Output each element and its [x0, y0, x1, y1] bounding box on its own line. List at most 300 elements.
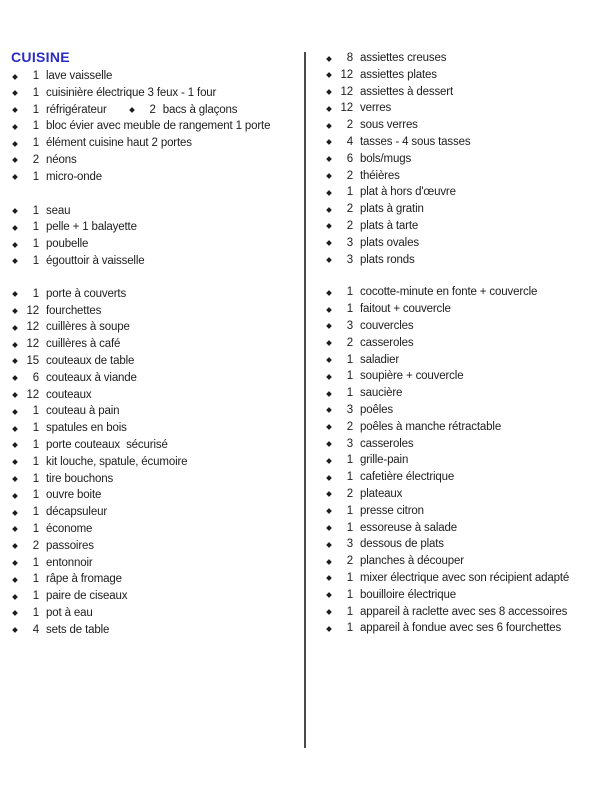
- list-item: [10, 118, 310, 135]
- item-qty: 1: [346, 454, 353, 467]
- list-entry: [10, 605, 93, 622]
- item-qty: 12: [340, 68, 353, 81]
- item-qty: 3: [346, 253, 353, 266]
- list-entry: [10, 236, 88, 253]
- list-entry: [10, 403, 119, 420]
- item-qty: 3: [346, 319, 353, 332]
- item-label: grille-pain: [360, 454, 409, 467]
- item-label: saucière: [360, 387, 403, 400]
- list-entry: [324, 385, 402, 402]
- item-label: couteaux à viande: [46, 371, 137, 384]
- item-label: entonnoir: [46, 556, 93, 569]
- bullet-icon: [12, 242, 18, 248]
- item-label: casseroles: [360, 336, 414, 349]
- bullet-icon: [326, 240, 332, 246]
- item-qty: 3: [346, 538, 353, 551]
- item-qty: 1: [32, 405, 39, 418]
- list-entry: [10, 538, 94, 555]
- item-qty: 1: [32, 506, 39, 519]
- list-item: [324, 352, 596, 369]
- bullet-icon: [12, 208, 18, 214]
- list-item: [324, 235, 596, 252]
- item-qty: 1: [32, 522, 39, 535]
- bullet-icon: [12, 342, 18, 348]
- item-label: planches à découper: [360, 555, 464, 568]
- list-item: [10, 420, 310, 437]
- bullet-icon: [326, 140, 332, 146]
- list-item: [324, 50, 596, 67]
- list-entry: [324, 67, 437, 84]
- item-label: faitout + couvercle: [360, 303, 451, 316]
- bullet-icon: [12, 107, 18, 113]
- item-qty: 12: [26, 388, 39, 401]
- item-qty: 12: [340, 85, 353, 98]
- item-label: spatules en bois: [46, 422, 127, 435]
- bullet-icon: [12, 459, 18, 465]
- list-item: [10, 370, 310, 387]
- list-item: [324, 536, 596, 553]
- item-label: cuillères à café: [46, 338, 121, 351]
- item-qty: 2: [346, 203, 353, 216]
- bullet-icon: [326, 525, 332, 531]
- list-item: [324, 252, 596, 269]
- item-qty: 15: [26, 354, 39, 367]
- list-item: [10, 219, 310, 236]
- bullet-icon: [326, 190, 332, 196]
- item-label: dessous de plats: [360, 538, 444, 551]
- item-qty: 1: [346, 588, 353, 601]
- bullet-icon: [326, 492, 332, 498]
- list-entry: [10, 286, 126, 303]
- item-qty: 1: [32, 238, 39, 251]
- item-qty: 1: [32, 455, 39, 468]
- item-label: bloc évier avec meuble de rangement 1 porte: [46, 120, 271, 133]
- list-entry: [324, 604, 567, 621]
- list-item: [10, 437, 310, 454]
- list-entry: [10, 353, 134, 370]
- list-entry: [324, 486, 402, 503]
- list-item: [324, 318, 596, 335]
- list-item: [324, 284, 596, 301]
- list-item: [324, 553, 596, 570]
- item-label: essoreuse à salade: [360, 521, 458, 534]
- item-qty: 1: [346, 605, 353, 618]
- list-entry: [324, 469, 454, 486]
- item-qty: 1: [32, 606, 39, 619]
- list-item: [324, 218, 596, 235]
- item-qty: 3: [346, 437, 353, 450]
- item-qty: 2: [346, 420, 353, 433]
- list-item: [10, 286, 310, 303]
- bullet-icon: [326, 592, 332, 598]
- item-qty: 1: [32, 472, 39, 485]
- item-qty: 1: [346, 186, 353, 199]
- item-label: tire bouchons: [46, 472, 114, 485]
- list-item: [10, 68, 310, 85]
- bullet-icon: [12, 158, 18, 164]
- item-label: bols/mugs: [360, 152, 412, 165]
- item-qty: 2: [346, 219, 353, 232]
- item-label: plats ronds: [360, 253, 415, 266]
- list-item: [10, 555, 310, 572]
- item-label: appareil à raclette avec ses 8 accessoires: [360, 605, 568, 618]
- list-entry: [324, 168, 400, 185]
- list-entry: [10, 319, 130, 336]
- bullet-icon: [326, 542, 332, 548]
- bullet-icon: [326, 626, 332, 632]
- list-entry: [10, 588, 127, 605]
- item-label: bacs à glaçons: [162, 103, 238, 116]
- list-entry: [10, 571, 122, 588]
- item-qty: 1: [32, 590, 39, 603]
- list-item: [324, 134, 596, 151]
- list-item: [324, 335, 596, 352]
- bullet-icon: [12, 90, 18, 96]
- list-item: [10, 588, 310, 605]
- bullet-icon: [326, 609, 332, 615]
- left-column: [10, 68, 310, 655]
- item-qty: 1: [32, 70, 39, 82]
- item-qty: 3: [346, 236, 353, 249]
- item-label: appareil à fondue avec ses 6 fourchettes: [360, 622, 562, 635]
- item-qty: 1: [32, 103, 39, 116]
- list-item: [10, 403, 310, 420]
- bullet-icon: [326, 290, 332, 296]
- item-label: cuisinière électrique 3 feux - 1 four: [46, 86, 217, 99]
- list-item: [324, 368, 596, 385]
- item-label: pelle + 1 balayette: [46, 221, 137, 234]
- item-label: micro-onde: [46, 170, 103, 183]
- item-qty: 1: [32, 287, 39, 300]
- list-entry: [10, 68, 112, 85]
- item-label: poêles à manche rétractable: [360, 420, 502, 433]
- list-entry: [324, 50, 446, 67]
- item-label: économe: [46, 522, 93, 535]
- list-entry: [324, 218, 418, 235]
- list-item: [324, 201, 596, 218]
- bullet-icon: [326, 374, 332, 380]
- list-entry: [324, 301, 451, 318]
- list-item: [10, 102, 310, 119]
- list-item: [324, 67, 596, 84]
- list-entry: [10, 169, 102, 186]
- bullet-icon: [326, 72, 332, 78]
- list-item: [324, 469, 596, 486]
- list-item: [10, 504, 310, 521]
- list-entry: [10, 521, 92, 538]
- item-label: plats à tarte: [360, 219, 419, 232]
- list-entry: [324, 452, 408, 469]
- list-entry: [324, 117, 418, 134]
- item-label: couteaux: [46, 388, 92, 401]
- item-label: poêles: [360, 403, 393, 416]
- list-item: [10, 319, 310, 336]
- list-section: [324, 284, 596, 637]
- list-item: [10, 622, 310, 639]
- list-item: [10, 253, 310, 270]
- item-label: kit louche, spatule, écumoire: [46, 455, 188, 468]
- list-item: [10, 203, 310, 220]
- item-label: poubelle: [46, 238, 89, 251]
- item-label: cocotte-minute en fonte + couvercle: [360, 286, 538, 299]
- bullet-icon: [326, 307, 332, 313]
- list-entry: [324, 184, 456, 201]
- item-label: couteaux de table: [46, 354, 135, 367]
- item-label: paire de ciseaux: [46, 590, 128, 603]
- bullet-icon: [326, 123, 332, 129]
- item-label: casseroles: [360, 437, 414, 450]
- item-label: seau: [46, 204, 71, 217]
- list-entry: [324, 436, 413, 453]
- page-title: CUISINE: [11, 49, 70, 65]
- bullet-icon: [12, 141, 18, 147]
- bullet-icon: [326, 207, 332, 213]
- list-entry: [324, 553, 464, 570]
- list-section: [324, 50, 596, 268]
- list-entry: [324, 284, 537, 301]
- bullet-icon: [326, 340, 332, 346]
- bullet-icon: [326, 357, 332, 363]
- list-entry: [10, 555, 93, 572]
- list-entry: [10, 118, 270, 135]
- list-item: [10, 135, 310, 152]
- item-qty: 1: [346, 521, 353, 534]
- item-qty: 3: [346, 403, 353, 416]
- list-entry: [324, 503, 424, 520]
- item-qty: 1: [346, 504, 353, 517]
- list-item: [10, 571, 310, 588]
- bullet-icon: [12, 308, 18, 314]
- list-entry: [324, 419, 501, 436]
- item-label: sous verres: [360, 119, 418, 132]
- list-entry: [324, 252, 415, 269]
- list-entry: [10, 471, 113, 488]
- item-label: râpe à fromage: [46, 573, 122, 586]
- item-qty: 2: [346, 169, 353, 182]
- list-entry: [10, 152, 77, 169]
- item-qty: 2: [32, 153, 39, 166]
- list-entry: [324, 134, 470, 151]
- list-entry: [324, 84, 453, 101]
- list-item: [10, 538, 310, 555]
- list-entry: [10, 102, 107, 119]
- bullet-icon: [12, 493, 18, 499]
- list-entry: [10, 336, 120, 353]
- item-label: pot à eau: [46, 606, 93, 619]
- list-item: [10, 471, 310, 488]
- list-entry: [324, 100, 391, 117]
- item-qty: 1: [346, 353, 353, 366]
- list-item: [10, 521, 310, 538]
- list-entry: [324, 620, 561, 637]
- item-qty: 1: [346, 571, 353, 584]
- list-entry: [10, 504, 107, 521]
- list-item: [10, 152, 310, 169]
- item-qty: 4: [32, 623, 39, 636]
- bullet-icon: [12, 510, 18, 516]
- item-qty: 2: [32, 539, 39, 552]
- item-qty: 1: [32, 120, 39, 133]
- list-entry: [324, 235, 419, 252]
- item-label: fourchettes: [46, 304, 102, 317]
- list-item: [324, 117, 596, 134]
- list-entry: [324, 402, 393, 419]
- item-label: élément cuisine haut 2 portes: [46, 137, 192, 150]
- list-entry: [10, 85, 216, 102]
- list-item: [324, 503, 596, 520]
- list-entry: [324, 201, 424, 218]
- item-qty: 1: [346, 387, 353, 400]
- item-qty: 6: [346, 152, 353, 165]
- item-qty: 1: [32, 254, 39, 267]
- bullet-icon: [326, 408, 332, 414]
- list-entry: [10, 420, 127, 437]
- item-label: cafetière électrique: [360, 471, 455, 484]
- item-qty: 1: [32, 204, 39, 217]
- item-label: assiettes plates: [360, 68, 437, 81]
- list-item: [324, 419, 596, 436]
- item-qty: 1: [32, 489, 39, 502]
- list-item: [10, 487, 310, 504]
- list-item: [324, 604, 596, 621]
- bullet-icon: [12, 409, 18, 415]
- list-item: [324, 84, 596, 101]
- list-item: [10, 387, 310, 404]
- bullet-icon: [12, 426, 18, 432]
- item-label: passoires: [46, 539, 94, 552]
- list-item: [324, 486, 596, 503]
- list-item: [10, 336, 310, 353]
- list-item: [324, 520, 596, 537]
- list-item: [324, 168, 596, 185]
- list-entry: [324, 587, 456, 604]
- bullet-icon: [12, 74, 18, 80]
- bullet-icon: [326, 508, 332, 514]
- list-item: [324, 402, 596, 419]
- list-entry: [10, 303, 101, 320]
- item-qty: 1: [32, 573, 39, 586]
- bullet-icon: [12, 124, 18, 130]
- list-item: [10, 454, 310, 471]
- item-qty: 2: [346, 487, 353, 500]
- bullet-icon: [12, 577, 18, 583]
- item-label: ouvre boite: [46, 489, 102, 502]
- list-entry: [10, 219, 137, 236]
- bullet-icon: [326, 106, 332, 112]
- list-item: [324, 385, 596, 402]
- item-qty: 2: [346, 336, 353, 349]
- item-label: assiettes à dessert: [360, 85, 454, 98]
- item-qty: 2: [149, 103, 156, 116]
- bullet-icon: [12, 527, 18, 533]
- item-qty: 1: [32, 170, 39, 183]
- bullet-icon: [12, 443, 18, 449]
- bullet-icon: [12, 476, 18, 482]
- item-label: théières: [360, 169, 400, 182]
- bullet-icon: [12, 359, 18, 365]
- item-label: porte à couverts: [46, 287, 127, 300]
- item-qty: 6: [32, 371, 39, 384]
- list-entry: [324, 368, 463, 385]
- list-entry: [10, 454, 187, 471]
- bullet-icon: [326, 224, 332, 230]
- item-qty: 1: [32, 137, 39, 150]
- list-item: [324, 452, 596, 469]
- list-section: [10, 286, 310, 639]
- list-entry: [10, 253, 145, 270]
- item-label: néons: [46, 153, 77, 166]
- bullet-icon: [326, 56, 332, 62]
- item-qty: 1: [346, 471, 353, 484]
- item-label: mixer électrique avec son récipient adapté: [360, 571, 570, 584]
- item-label: porte couteaux sécurisé: [46, 438, 168, 451]
- list-item: [10, 85, 310, 102]
- bullet-icon: [129, 107, 135, 113]
- bullet-icon: [326, 324, 332, 330]
- item-qty: 8: [346, 52, 353, 64]
- list-entry: [10, 203, 70, 220]
- bullet-icon: [12, 225, 18, 231]
- bullet-icon: [326, 89, 332, 95]
- bullet-icon: [12, 627, 18, 633]
- item-label: tasses - 4 sous tasses: [360, 135, 471, 148]
- item-qty: 1: [32, 438, 39, 451]
- bullet-icon: [12, 325, 18, 331]
- inline-list-entry: [127, 102, 238, 119]
- bullet-icon: [12, 259, 18, 265]
- bullet-icon: [326, 173, 332, 179]
- list-item: [324, 151, 596, 168]
- list-entry: [10, 437, 168, 454]
- bullet-icon: [12, 375, 18, 381]
- item-label: cuillères à soupe: [46, 321, 130, 334]
- item-qty: 1: [346, 286, 353, 299]
- item-label: plat à hors d'œuvre: [360, 186, 456, 199]
- list-entry: [324, 151, 411, 168]
- item-label: soupière + couvercle: [360, 370, 464, 383]
- bullet-icon: [326, 576, 332, 582]
- list-entry: [324, 352, 399, 369]
- list-entry: [10, 387, 91, 404]
- item-label: couteau à pain: [46, 405, 120, 418]
- list-section: [10, 68, 310, 186]
- list-entry: [324, 570, 569, 587]
- item-qty: 1: [32, 86, 39, 99]
- item-label: décapsuleur: [46, 506, 108, 519]
- item-label: plats ovales: [360, 236, 419, 249]
- list-item: [10, 236, 310, 253]
- list-item: [324, 570, 596, 587]
- bullet-icon: [12, 560, 18, 566]
- item-label: couvercles: [360, 319, 414, 332]
- item-qty: 12: [340, 102, 353, 115]
- item-qty: 12: [26, 338, 39, 351]
- item-label: presse citron: [360, 504, 424, 517]
- list-entry: [324, 318, 413, 335]
- item-qty: 1: [32, 422, 39, 435]
- bullet-icon: [326, 441, 332, 447]
- list-item: [324, 436, 596, 453]
- list-item: [10, 303, 310, 320]
- item-label: lave vaisselle: [46, 70, 113, 82]
- right-column: [324, 50, 596, 653]
- item-label: réfrigérateur: [46, 103, 107, 116]
- bullet-icon: [326, 424, 332, 430]
- item-label: plateaux: [360, 487, 403, 500]
- item-label: bouilloire électrique: [360, 588, 456, 601]
- list-entry: [10, 370, 137, 387]
- item-qty: 1: [346, 303, 353, 316]
